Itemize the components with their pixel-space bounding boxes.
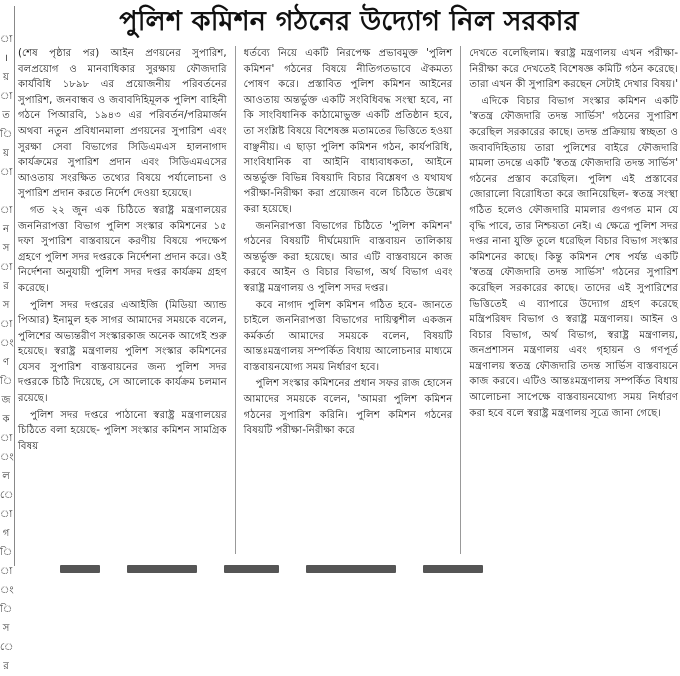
paragraph: পুলিশ সদর দপ্তরে পাঠানো স্বরাষ্ট্র মন্ত্রণালয়ের চিঠিতে বলা হয়েছে- পুলিশ সংস্কার কমিশন সামগ্রিক বিষয় — [18, 409, 227, 452]
headline: পুলিশ কমিশন গঠনের উদ্যোগ নিল সরকার — [119, 6, 579, 37]
article-column-2 — [244, 46, 453, 554]
cropped-text-mark — [127, 565, 197, 573]
next-headline-fragment — [60, 558, 620, 570]
cropped-text-mark — [60, 565, 100, 573]
cropped-text-mark — [423, 565, 483, 573]
paragraph: (শেষ পৃষ্ঠার পর) আইন প্রণয়নের সুপারিশ, বলপ্রয়োগ ও মানবাধিকার সুরক্ষায় ফৌজদারি কার্যবিধি ১৮৯৮ এর প্রয়োজনীয় পরিবর্তনের সুপারিশ, জনবান্ধব ও জবাবদিহিমূলক পুলিশ বাহিনী গঠনে পিআরবি, ১৯৪৩ এর পরিবর্তন/পরিমার্জন অথবা নতুন প্রবিধানমালা প্রণয়নের সুপারিশ এবং সুরক্ষা সেবা বিভাগের সিডিএমএস হালনাগাদ কার্যক্রমের সুপারিশ প্রদান এবং সিডিএমএসের আওতায় সংরক্ষিত তথ্যের বিষয়ে পর্যালোচনা ও সুপারিশ প্রদান করতে নির্দেশ দেওয়া হয়েছে। — [18, 48, 227, 200]
article-body — [18, 46, 678, 554]
paragraph: গত ২২ জুন এক চিঠিতে স্বরাষ্ট্র মন্ত্রণালয়ের জননিরাপত্তা বিভাগ পুলিশ সংস্কার কমিশনের ১৫ দফা সুপারিশ বাস্তবায়নে করণীয় বিষয়ে পদক্ষেপ গ্রহণে পুলিশ সদর দপ্তরকে নির্দেশনা প্রদান করে। ওই নির্দেশনা অনুযায়ী পুলিশ সদর দপ্তর কার্যক্রম গ্রহণ করেছে। — [18, 204, 227, 294]
paragraph: দেখতে বলেছিলাম। স্বরাষ্ট্র মন্ত্রণালয় এখন পরীক্ষা-নিরীক্ষা করে দেখতেই বিশেষজ্ঞ কমিটি গঠন করেছে। তারা এখন কী সুপারিশ করছেন সেটাই দেখার বিষয়।' — [469, 48, 679, 91]
paragraph: ধর্তব্যে নিয়ে একটি নিরপেক্ষ প্রভাবমুক্ত 'পুলিশ কমিশন' গঠনের বিষয়ে নীতিগতভাবে ঐকমত্য পোষণ করে। প্রস্তাবিত পুলিশ কমিশন আইনের আওতায় অন্তর্ভুক্ত একটি সংবিধিবদ্ধ সংস্থা হবে, না কি সাংবিধানিক কাঠামোভুক্ত একটি প্রতিষ্ঠান হবে, তা সংশ্লিষ্ট বিষয়ে বিশেষজ্ঞ মতামতের ভিত্তিতে হওয়া বাঞ্ছনীয়। এ ছাড়া পুলিশ কমিশন গঠন, কার্যপরিধি, সাংবিধানিক বা আইনি বাধ্যবাধকতা, আইনে অন্তর্ভুক্ত বিভিন্ন বিষয়াদি বিচার বিশ্লেষণ ও যথাযথ পরীক্ষা-নিরীক্ষা করা প্রয়োজন বলে চিঠিতে উল্লেখ করা হয়েছে। — [243, 48, 453, 215]
paragraph: পুলিশ সংস্কার কমিশনের প্রধান সফর রাজ হোসেন আমাদের সময়কে বলেন, 'আমরা পুলিশ কমিশন গঠনের সুপারিশ করিনি। পুলিশ কমিশন গঠনের বিষয়টি পরীক্ষা-নিরীক্ষা করে — [243, 378, 453, 437]
paragraph: পুলিশ সদর দপ্তরের এআইজি (মিডিয়া অ্যান্ড পিআর) ইনামুল হক সাগর আমাদের সময়কে বলেন, পুলিশের অভ্যন্তরীণ সংস্কারকাজ অনেক আগেই শুরু হয়েছে। স্বরাষ্ট্র মন্ত্রণালয় পুলিশ সংস্কার কমিশনের যেসব সুপারিশ বাস্তবায়নের জন্য পুলিশ সদর দপ্তরকে চিঠি দিয়েছে, সে আলোকে কার্যক্রম চলমান রয়েছে। — [18, 299, 227, 405]
paragraph: কবে নাগাদ পুলিশ কমিশন গঠিত হবে- জানতে চাইলে জননিরাপত্তা বিভাগের দায়িত্বশীল একজন কর্মকর্তা আমাদের সময়কে বলেন, বিষয়টি আন্তঃমন্ত্রণালয় সম্পর্কিত বিধায় আলোচনার মাধ্যমে বাস্তবায়নযোগ্য সময় নির্ধারণ হবে। — [243, 299, 453, 373]
cropped-text-mark — [224, 565, 279, 573]
column-rule — [14, 6, 15, 566]
cropped-text-mark — [306, 565, 396, 573]
article-column-1 — [18, 46, 227, 554]
article-column-3 — [469, 46, 678, 554]
adjacent-column-fragment: া । য় া ত ি য় া া ন স া র স া ং ণ ি জ ক া ং ল ে া গ ি া ং ি স ে র — [0, 34, 14, 672]
column-divider — [235, 46, 236, 554]
paragraph: জননিরাপত্তা বিভাগের চিঠিতে 'পুলিশ কমিশন' গঠনের বিষয়টি দীর্ঘমেয়াদি বাস্তবায়ন তালিকায় অন্তর্ভুক্ত করা হয়েছে। আর এটি বাস্তবায়নে কাজ করবে আইন ও বিচার বিভাগ, অর্থ বিভাগ এবং স্বরাষ্ট্র মন্ত্রণালয় ও পুলিশ সদর দপ্তর। — [243, 220, 453, 294]
column-divider — [460, 46, 461, 554]
paragraph: এদিকে বিচার বিভাগ সংস্কার কমিশন একটি 'স্বতন্ত্র ফৌজদারি তদন্ত সার্ভিস' গঠনের সুপারিশ করেছিল সরকারের কাছে। তদন্ত প্রক্রিয়ায় স্বচ্ছতা ও জবাবদিহিতায় তারা পুলিশের বাইরে ফৌজদারি মামলা তদন্তে একটি 'স্বতন্ত্র ফৌজদারি তদন্ত সার্ভিস' গঠনের প্রস্তাব করেছিল। পুলিশ এই প্রস্তাবের জোরালো বিরোধিতা করে জানিয়েছিল- স্বতন্ত্র সংস্থা গঠিত হলেও ফৌজদারি মামলার গুণগত মান যে বৃদ্ধি পাবে, তার নিশ্চয়তা নেই। এ ক্ষেত্রে পুলিশ সদর দপ্তর নানা যুক্তি তুলে ধরেছিল বিচার বিভাগ সংস্কার কমিশনের কাছে। কিন্তু কমিশন শেষ পর্যন্ত একটি 'স্বতন্ত্র ফৌজদারি তদন্ত সার্ভিস' গঠনের সুপারিশ করেছিল সরকারের কাছে। তাদের এই সুপারিশের ভিত্তিতেই এ ব্যাপারে উদ্যোগ গ্রহণ করেছে মন্ত্রিপরিষদ বিভাগ ও স্বরাষ্ট্র মন্ত্রণালয়। আইন ও বিচার বিভাগ, অর্থ বিভাগ, স্বরাষ্ট্র মন্ত্রণালয়, জনপ্রশাসন মন্ত্রণালয় এবং গৃহায়ন ও গণপূর্ত মন্ত্রণালয় স্বতন্ত্র ফৌজদারি তদন্ত সার্ভিস বাস্তবায়নে কাজ করবে। এটিও আন্তঃমন্ত্রণালয় সম্পর্কিত বিধায় আলোচনা সাপেক্ষে বাস্তবায়নযোগ্য সময় নির্ধারণ করা হবে বলে স্বরাষ্ট্র মন্ত্রণালয় সূত্রে জানা গেছে। — [469, 95, 679, 419]
